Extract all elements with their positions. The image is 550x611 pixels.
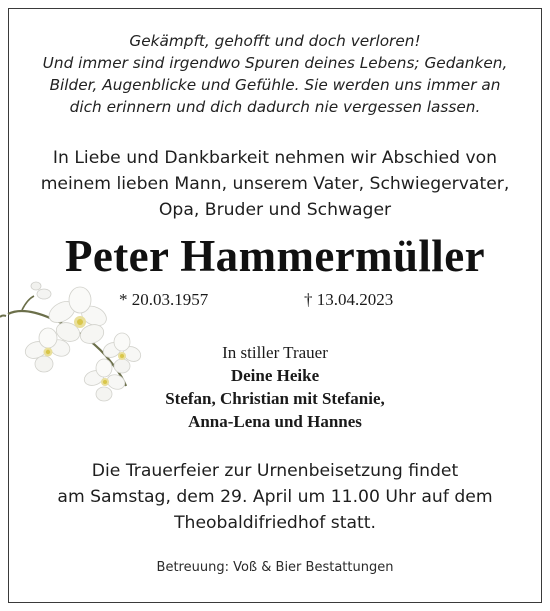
poem-line: Und immer sind irgendwo Spuren deines Lebens; Gedanken,: [42, 54, 508, 72]
mourner-line: Deine Heike: [230, 366, 320, 385]
deceased-name: Peter Hammermüller: [65, 231, 485, 281]
service-line: am Samstag, dem 29. April um 11.00 Uhr auf dem: [57, 487, 493, 507]
mourners-block: [0, 341, 550, 433]
birth-date: * 20.03.1957: [119, 290, 209, 309]
mourner-line: Anna-Lena und Hannes: [188, 412, 362, 431]
poem-line: Bilder, Augenblicke und Gefühle. Sie werden uns immer an: [49, 76, 501, 94]
intro-line: Opa, Bruder und Schwager: [158, 200, 392, 220]
mourner-line: Stefan, Christian mit Stefanie,: [165, 389, 385, 408]
memorial-poem: [0, 30, 550, 118]
intro-line: In Liebe und Dankbarkeit nehmen wir Abschied von: [52, 148, 498, 168]
funeral-home-credit: Betreuung: Voß & Bier Bestattungen: [156, 560, 394, 575]
farewell-intro: [0, 145, 550, 223]
poem-line: Gekämpft, gehofft und doch verloren!: [129, 32, 421, 50]
service-line: Theobaldifriedhof statt.: [174, 513, 376, 533]
poem-line: dich erinnern und dich dadurch nie vergessen lassen.: [69, 98, 481, 116]
death-date: † 13.04.2023: [304, 290, 394, 309]
intro-line: meinem lieben Mann, unserem Vater, Schwiegervater,: [40, 174, 510, 194]
mourning-intro: In stiller Trauer: [222, 343, 328, 362]
funeral-service-info: [0, 458, 550, 536]
service-line: Die Trauerfeier zur Urnenbeisetzung findet: [91, 461, 459, 481]
